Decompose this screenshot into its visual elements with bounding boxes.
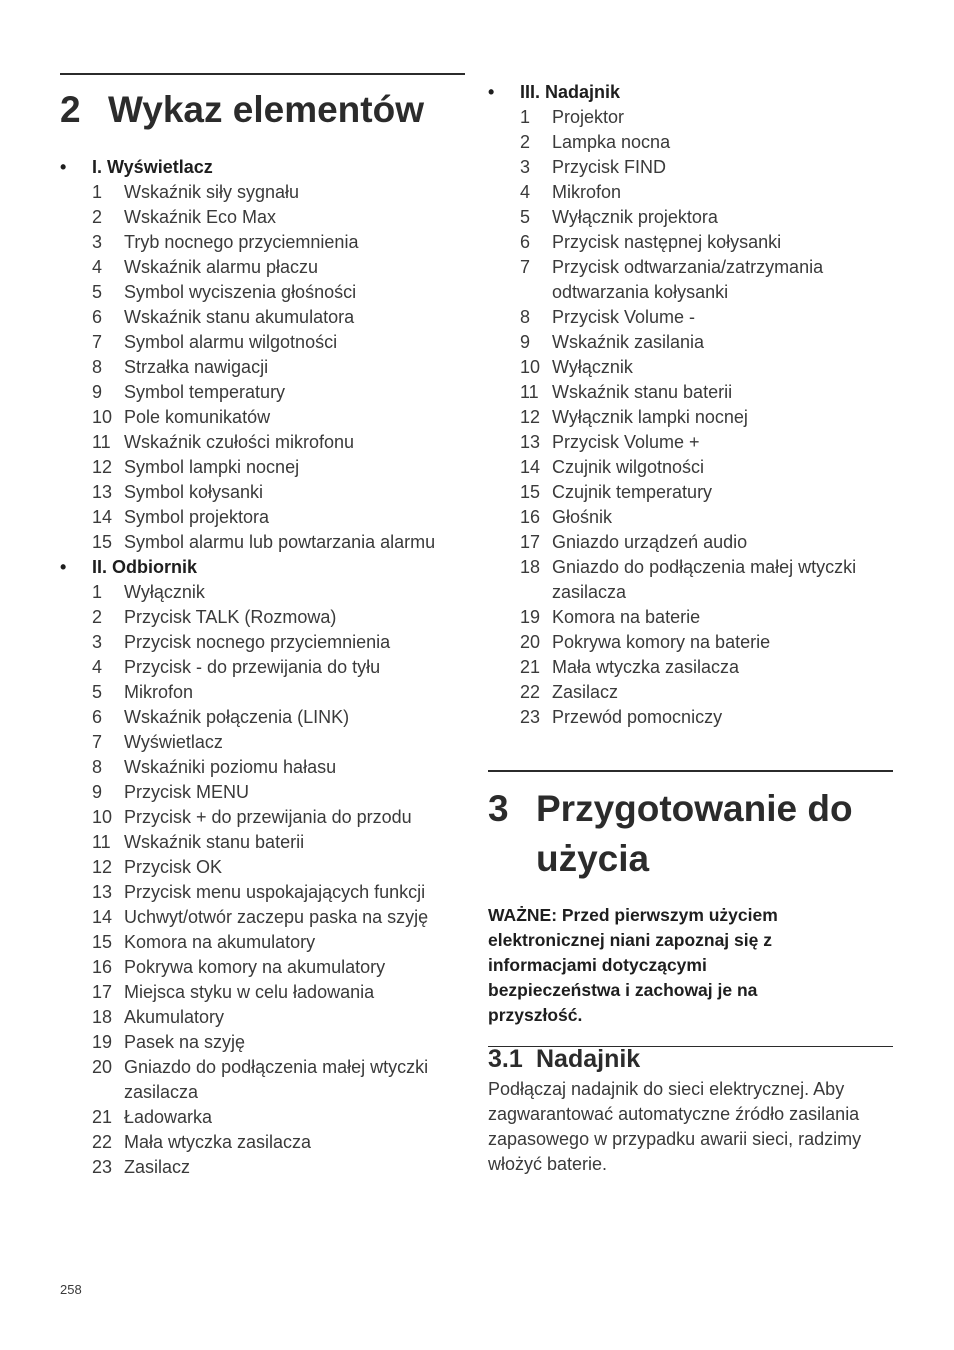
item-text: Symbol alarmu lub powtarzania alarmu bbox=[124, 532, 436, 552]
list-item bbox=[60, 355, 465, 380]
item-number: 2 bbox=[92, 607, 103, 627]
item-number: 4 bbox=[92, 257, 103, 277]
list-item bbox=[60, 655, 465, 680]
section-3-top-rule bbox=[488, 770, 893, 772]
list-item bbox=[488, 105, 893, 130]
list-item bbox=[488, 205, 893, 230]
subsection-3-1-number: 3.1 bbox=[488, 1045, 523, 1073]
item-number: 3 bbox=[520, 157, 531, 177]
group-title: III. Nadajnik bbox=[520, 82, 621, 102]
item-text: Gniazdo do podłączenia małej wtyczki zasilacza bbox=[124, 1057, 429, 1102]
list-item bbox=[60, 1055, 465, 1105]
list-item bbox=[60, 255, 465, 280]
item-text: Akumulatory bbox=[124, 1007, 225, 1027]
item-text: Wskaźnik siły sygnału bbox=[124, 182, 300, 202]
item-text: Pasek na szyję bbox=[124, 1032, 246, 1052]
list-item bbox=[60, 280, 465, 305]
list-item bbox=[488, 355, 893, 380]
list-item bbox=[60, 405, 465, 430]
list-item bbox=[60, 680, 465, 705]
list-item bbox=[60, 855, 465, 880]
section-2-heading bbox=[60, 89, 424, 131]
item-number: 18 bbox=[520, 557, 541, 577]
list-item bbox=[488, 305, 893, 330]
section-2-number: 2 bbox=[60, 89, 81, 130]
subsection-3-1-heading bbox=[488, 1045, 640, 1074]
item-text: Przycisk nocnego przyciemnienia bbox=[124, 632, 391, 652]
item-number: 21 bbox=[92, 1107, 113, 1127]
list-item bbox=[488, 705, 893, 730]
item-text: Mała wtyczka zasilacza bbox=[552, 657, 740, 677]
item-number: 7 bbox=[92, 332, 103, 352]
bullet-icon: • bbox=[488, 82, 495, 102]
section-2-top-rule bbox=[60, 73, 465, 75]
parts-list-right bbox=[488, 80, 893, 730]
item-text: Wskaźnik Eco Max bbox=[124, 207, 277, 227]
list-item bbox=[488, 155, 893, 180]
page-number: 258 bbox=[60, 1282, 82, 1297]
item-number: 15 bbox=[92, 532, 113, 552]
bullet-icon: • bbox=[60, 157, 67, 177]
list-item bbox=[60, 455, 465, 480]
item-number: 10 bbox=[92, 807, 113, 827]
list-item bbox=[488, 180, 893, 205]
parts-list-left bbox=[60, 155, 465, 1180]
list-item bbox=[60, 1130, 465, 1155]
list-item bbox=[488, 380, 893, 405]
item-number: 23 bbox=[520, 707, 541, 727]
item-number: 14 bbox=[92, 507, 113, 527]
list-item bbox=[488, 605, 893, 630]
list-item bbox=[60, 205, 465, 230]
list-item bbox=[488, 530, 893, 555]
list-item bbox=[488, 430, 893, 455]
list-item bbox=[60, 830, 465, 855]
group-heading bbox=[60, 155, 465, 180]
list-item bbox=[60, 330, 465, 355]
item-number: 1 bbox=[92, 582, 103, 602]
item-text: Przycisk następnej kołysanki bbox=[552, 232, 782, 252]
item-text: Symbol kołysanki bbox=[124, 482, 264, 502]
item-number: 15 bbox=[92, 932, 113, 952]
item-text: Pole komunikatów bbox=[124, 407, 271, 427]
item-number: 6 bbox=[92, 707, 103, 727]
item-text: Wyłącznik bbox=[124, 582, 205, 602]
item-text: Wyłącznik bbox=[552, 357, 633, 377]
item-number: 5 bbox=[520, 207, 531, 227]
item-text: Pokrywa komory na akumulatory bbox=[124, 957, 386, 977]
item-text: Przycisk MENU bbox=[124, 782, 249, 802]
list-item bbox=[488, 505, 893, 530]
item-number: 8 bbox=[92, 757, 103, 777]
item-number: 16 bbox=[92, 957, 113, 977]
item-number: 6 bbox=[520, 232, 531, 252]
item-text: Komora na baterie bbox=[552, 607, 701, 627]
parts-group bbox=[60, 555, 465, 1180]
item-text: Komora na akumulatory bbox=[124, 932, 316, 952]
section-3-number: 3 bbox=[488, 788, 509, 829]
item-number: 10 bbox=[520, 357, 541, 377]
item-text: Gniazdo do podłączenia małej wtyczki zasilacza bbox=[552, 557, 857, 602]
parts-group bbox=[488, 80, 893, 730]
item-number: 3 bbox=[92, 632, 103, 652]
list-item bbox=[488, 130, 893, 155]
group-heading bbox=[488, 80, 893, 105]
list-item bbox=[488, 680, 893, 705]
list-item bbox=[60, 905, 465, 930]
item-number: 3 bbox=[92, 232, 103, 252]
subsection-3-1-title: Nadajnik bbox=[536, 1045, 641, 1073]
item-text: Przycisk menu uspokajających funkcji bbox=[124, 882, 426, 902]
item-text: Przycisk Volume - bbox=[552, 307, 696, 327]
item-number: 11 bbox=[92, 832, 111, 852]
item-text: Lampka nocna bbox=[552, 132, 671, 152]
item-text: Wyświetlacz bbox=[124, 732, 223, 752]
item-number: 20 bbox=[520, 632, 541, 652]
item-number: 14 bbox=[520, 457, 541, 477]
item-number: 12 bbox=[92, 457, 113, 477]
list-item bbox=[60, 1105, 465, 1130]
item-text: Wskaźnik alarmu płaczu bbox=[124, 257, 319, 277]
item-number: 7 bbox=[520, 257, 531, 277]
item-number: 17 bbox=[92, 982, 113, 1002]
list-item bbox=[488, 405, 893, 430]
list-item bbox=[60, 180, 465, 205]
item-number: 18 bbox=[92, 1007, 113, 1027]
item-text: Symbol alarmu wilgotności bbox=[124, 332, 338, 352]
list-item bbox=[488, 455, 893, 480]
item-number: 21 bbox=[520, 657, 541, 677]
item-number: 12 bbox=[92, 857, 113, 877]
item-number: 13 bbox=[92, 482, 113, 502]
item-number: 6 bbox=[92, 307, 103, 327]
item-number: 14 bbox=[92, 907, 113, 927]
item-text: Miejsca styku w celu ładowania bbox=[124, 982, 375, 1002]
list-item bbox=[60, 530, 465, 555]
item-number: 9 bbox=[92, 382, 103, 402]
group-title: II. Odbiornik bbox=[92, 557, 198, 577]
item-number: 8 bbox=[520, 307, 531, 327]
item-number: 17 bbox=[520, 532, 541, 552]
section-3-title: Przygotowanie do użycia bbox=[536, 788, 853, 879]
list-item bbox=[60, 930, 465, 955]
item-text: Mikrofon bbox=[552, 182, 622, 202]
item-text: Czujnik temperatury bbox=[552, 482, 713, 502]
item-number: 13 bbox=[520, 432, 541, 452]
important-note: WAŻNE: Przed pierwszym użyciem elektronicznej niani zapoznaj się z informacjami dotyczącymi bezpieczeństwa i zachowaj je na przyszłość. bbox=[488, 905, 778, 1025]
section-2-title: Wykaz elementów bbox=[108, 89, 424, 130]
list-item bbox=[60, 480, 465, 505]
item-number: 2 bbox=[92, 207, 103, 227]
list-item bbox=[60, 380, 465, 405]
bullet-icon: • bbox=[60, 557, 67, 577]
list-item bbox=[60, 880, 465, 905]
item-number: 2 bbox=[520, 132, 531, 152]
item-text: Przycisk Volume + bbox=[552, 432, 700, 452]
list-item bbox=[488, 555, 893, 605]
item-number: 19 bbox=[92, 1032, 113, 1052]
item-text: Ładowarka bbox=[124, 1107, 213, 1127]
item-text: Wskaźnik stanu akumulatora bbox=[124, 307, 355, 327]
list-item bbox=[60, 1005, 465, 1030]
item-text: Głośnik bbox=[552, 507, 613, 527]
item-text: Wskaźnik czułości mikrofonu bbox=[124, 432, 355, 452]
item-text: Symbol wyciszenia głośności bbox=[124, 282, 357, 302]
item-text: Symbol projektora bbox=[124, 507, 270, 527]
item-text: Wskaźnik połączenia (LINK) bbox=[124, 707, 350, 727]
item-number: 7 bbox=[92, 732, 103, 752]
item-text: Wyłącznik projektora bbox=[552, 207, 718, 227]
item-text: Wskaźnik stanu baterii bbox=[552, 382, 733, 402]
item-text: Wskaźnik zasilania bbox=[552, 332, 705, 352]
item-text: Symbol lampki nocnej bbox=[124, 457, 300, 477]
list-item bbox=[60, 955, 465, 980]
item-number: 13 bbox=[92, 882, 113, 902]
list-item bbox=[488, 230, 893, 255]
item-text: Wyłącznik lampki nocnej bbox=[552, 407, 748, 427]
item-text: Przycisk FIND bbox=[552, 157, 666, 177]
list-item bbox=[60, 505, 465, 530]
item-number: 16 bbox=[520, 507, 541, 527]
item-text: Mała wtyczka zasilacza bbox=[124, 1132, 312, 1152]
item-text: Strzałka nawigacji bbox=[124, 357, 269, 377]
section-3-heading bbox=[488, 784, 893, 884]
list-item bbox=[60, 305, 465, 330]
list-item bbox=[488, 480, 893, 505]
item-number: 1 bbox=[520, 107, 531, 127]
item-text: Przycisk TALK (Rozmowa) bbox=[124, 607, 337, 627]
item-number: 5 bbox=[92, 682, 103, 702]
item-text: Przycisk odtwarzania/zatrzymania odtwarzania kołysanki bbox=[552, 257, 824, 302]
item-text: Przewód pomocniczy bbox=[552, 707, 723, 727]
list-item bbox=[60, 1155, 465, 1180]
list-item bbox=[488, 655, 893, 680]
item-number: 1 bbox=[92, 182, 103, 202]
list-item bbox=[60, 755, 465, 780]
item-number: 8 bbox=[92, 357, 103, 377]
item-number: 4 bbox=[520, 182, 531, 202]
list-item bbox=[60, 430, 465, 455]
list-item bbox=[60, 1030, 465, 1055]
parts-group bbox=[60, 155, 465, 555]
item-number: 19 bbox=[520, 607, 541, 627]
item-text: Tryb nocnego przyciemnienia bbox=[124, 232, 359, 252]
item-text: Wskaźnik stanu baterii bbox=[124, 832, 305, 852]
list-item bbox=[60, 230, 465, 255]
item-text: Wskaźniki poziomu hałasu bbox=[124, 757, 337, 777]
item-number: 11 bbox=[92, 432, 111, 452]
item-text: Przycisk + do przewijania do przodu bbox=[124, 807, 412, 827]
item-number: 11 bbox=[520, 382, 539, 402]
list-item bbox=[488, 330, 893, 355]
item-number: 12 bbox=[520, 407, 541, 427]
group-title: I. Wyświetlacz bbox=[92, 157, 213, 177]
list-item bbox=[60, 605, 465, 630]
item-text: Gniazdo urządzeń audio bbox=[552, 532, 748, 552]
group-heading bbox=[60, 555, 465, 580]
list-item bbox=[60, 705, 465, 730]
item-number: 10 bbox=[92, 407, 113, 427]
item-text: Uchwyt/otwór zaczepu paska na szyję bbox=[124, 907, 429, 927]
list-item bbox=[60, 730, 465, 755]
list-item bbox=[60, 580, 465, 605]
item-number: 23 bbox=[92, 1157, 113, 1177]
item-text: Zasilacz bbox=[124, 1157, 191, 1177]
item-number: 9 bbox=[520, 332, 531, 352]
item-number: 15 bbox=[520, 482, 541, 502]
item-text: Przycisk OK bbox=[124, 857, 223, 877]
item-text: Mikrofon bbox=[124, 682, 194, 702]
list-item bbox=[60, 630, 465, 655]
list-item bbox=[60, 805, 465, 830]
item-text: Symbol temperatury bbox=[124, 382, 286, 402]
item-text: Przycisk - do przewijania do tyłu bbox=[124, 657, 381, 677]
item-text: Pokrywa komory na baterie bbox=[552, 632, 771, 652]
item-number: 20 bbox=[92, 1057, 113, 1077]
list-item bbox=[488, 630, 893, 655]
list-item bbox=[60, 780, 465, 805]
item-text: Zasilacz bbox=[552, 682, 619, 702]
list-item bbox=[60, 980, 465, 1005]
item-text: Czujnik wilgotności bbox=[552, 457, 705, 477]
item-text: Projektor bbox=[552, 107, 625, 127]
item-number: 5 bbox=[92, 282, 103, 302]
item-number: 22 bbox=[92, 1132, 113, 1152]
subsection-3-1-text: Podłączaj nadajnik do sieci elektrycznej. Aby zagwarantować automatyczne źródło zasilania zapasowego w przypadku awarii sieci, radzimy włożyć baterie. bbox=[488, 1079, 862, 1174]
item-number: 22 bbox=[520, 682, 541, 702]
item-number: 4 bbox=[92, 657, 103, 677]
item-number: 9 bbox=[92, 782, 103, 802]
list-item bbox=[488, 255, 893, 305]
